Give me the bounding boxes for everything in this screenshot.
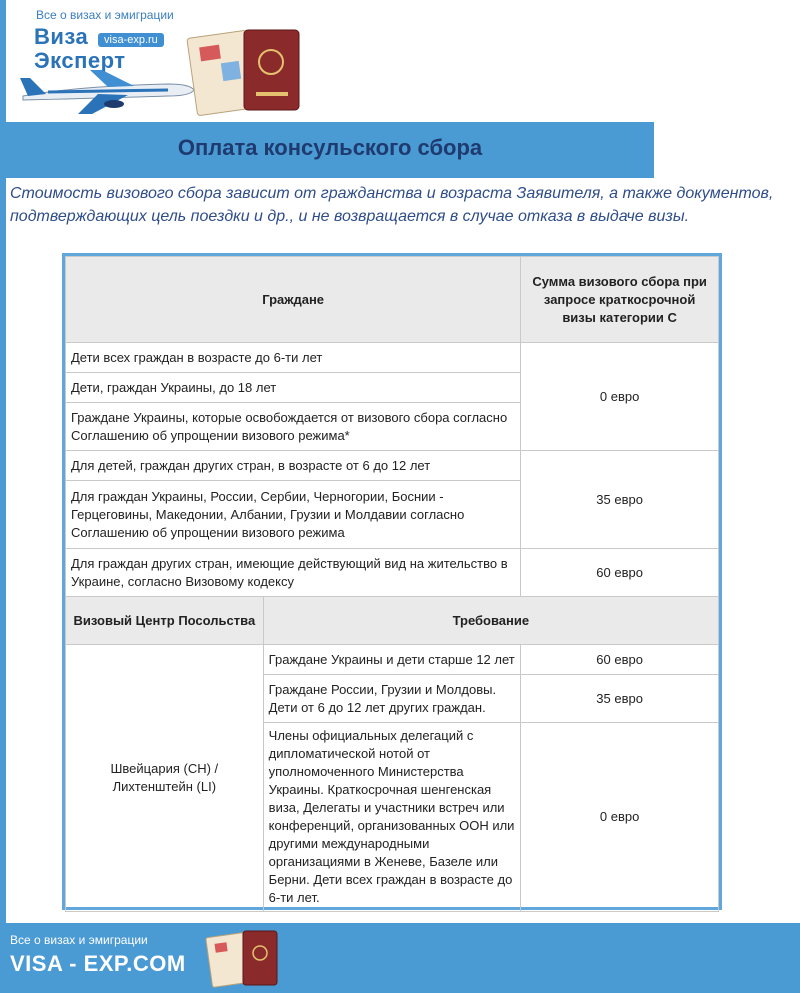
fee-cell: 60 евро <box>521 645 719 675</box>
intro-text: Стоимость визового сбора зависит от гражданства и возраста Заявителя, а также документов, подтверждающих цель поездки и др., и не возвращается в случае отказа в выдаче визы. <box>10 185 774 225</box>
fee-cell: 60 евро <box>521 549 719 597</box>
logo-word-visa: Виза <box>34 24 89 49</box>
logo-word-expert: Эксперт <box>34 48 126 73</box>
header-citizens: Граждане <box>66 257 521 343</box>
footer-site-name: VISA - EXP.COM <box>10 951 186 976</box>
title-band <box>6 122 654 178</box>
header-requirement: Требование <box>263 597 718 645</box>
table-row: Для детей, граждан других стран, в возрасте от 6 до 12 лет <box>66 451 521 481</box>
footer-logo[interactable] <box>0 923 800 993</box>
requirement-cell: Члены официальных делегаций с дипломатической нотой от уполномоченного Министерства Украины. Краткосрочная шенгенская виза, Делегаты и участники встреч или конференций, организованных ООН или другими международными организациями в Женеве, Базеле или Берни. Дети всех граждан в возрасте до 6-ти лет. <box>263 723 521 912</box>
visa-center-name: Швейцария (CH) / Лихтенштейн (LI) <box>66 645 264 912</box>
table-row: Для граждан других стран, имеющие действующий вид на жительство в Украине, согласно Визовому кодексу <box>66 549 521 597</box>
logo-url: visa-exp.ru <box>98 33 164 47</box>
title-band-filler <box>654 122 800 178</box>
requirement-cell: Граждане России, Грузии и Молдовы. Дети от 6 до 12 лет других граждан. <box>263 675 521 723</box>
table-row: Дети всех граждан в возрасте до 6-ти лет <box>66 343 521 373</box>
fee-cell: 35 евро <box>521 451 719 549</box>
site-logo[interactable] <box>6 0 800 122</box>
header-fee: Сумма визового сбора при запросе краткосрочной визы категории С <box>521 257 719 343</box>
passports-icon <box>205 927 280 989</box>
main-content <box>6 178 800 923</box>
fee-table <box>62 253 722 910</box>
fee-cell: 0 евро <box>521 723 719 912</box>
page-title: Оплата консульского сбора <box>177 135 483 160</box>
header-visa-center: Визовый Центр Посольства <box>66 597 264 645</box>
table-row: Для граждан Украины, России, Сербии, Черногории, Боснии - Герцеговины, Македонии, Албании, Грузии и Молдавии согласно Соглашению об упрощении визового режима <box>66 481 521 549</box>
fee-cell: 35 евро <box>521 675 719 723</box>
footer-tagline: Все о визах и эмиграции <box>10 933 148 947</box>
table-row: Дети, граждан Украины, до 18 лет <box>66 373 521 403</box>
airplane-icon <box>18 58 198 118</box>
requirement-cell: Граждане Украины и дети старше 12 лет <box>263 645 521 675</box>
logo-tagline: Все о визах и эмиграции <box>36 8 174 22</box>
fee-cell: 0 евро <box>521 343 719 451</box>
passports-icon <box>184 22 304 117</box>
table-row: Граждане Украины, которые освобождается от визового сбора согласно Соглашению об упрощении визового режима* <box>66 403 521 451</box>
